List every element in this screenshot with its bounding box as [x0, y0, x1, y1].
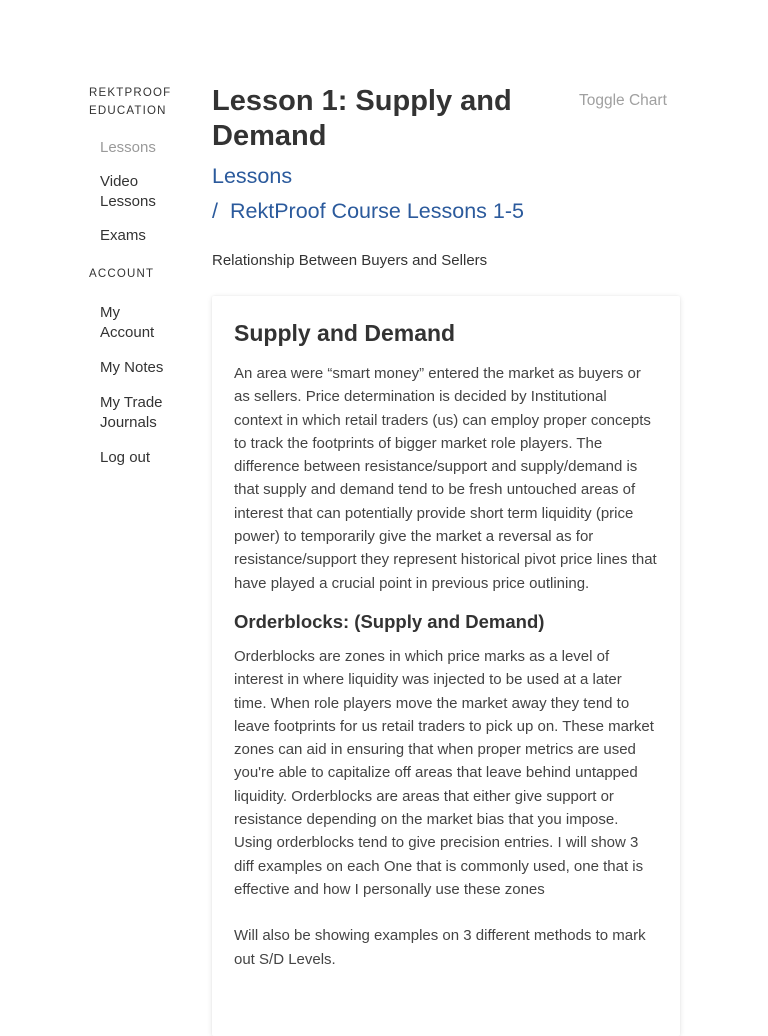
- breadcrumb-current-row: [212, 197, 524, 225]
- breadcrumb: [212, 162, 292, 190]
- section-heading-supply-demand: Supply and Demand: [234, 320, 456, 346]
- sidebar-heading-account: ACCOUNT: [89, 268, 155, 280]
- toggle-chart-button[interactable]: Toggle Chart: [579, 92, 667, 109]
- breadcrumb-course-link[interactable]: RektProof Course Lessons 1-5: [229, 199, 524, 223]
- main-content: [212, 84, 682, 968]
- breadcrumb-lessons-link[interactable]: Lessons: [212, 164, 293, 188]
- page-title: Lesson 1: Supply and Demand: [212, 85, 512, 152]
- paragraph-orderblocks: Orderblocks are zones in which price marks as a level of interest in where liquidity was injected to be used at a later time. When role players move the market away they tend to leave footprints for us retail traders to pick up on. These market zones can aid in ensuring that when proper metrics are used you're able to capitalize off areas that leave behind untapped liquidity. Orderblocks are areas that either give support or resistance depending on the market bias that you impose. Using orderblocks tend to give precision entries. I will show 3 diff examples on each One that is commonly used, one that is effective and how I personally use these zones: [234, 647, 654, 898]
- paragraph-sd-methods: Will also be showing examples on 3 different methods to mark out S/D Levels.: [234, 927, 646, 968]
- sidebar-item-log-out[interactable]: Log out: [100, 449, 151, 466]
- section-heading-orderblocks: Orderblocks: (Supply and Demand): [234, 610, 545, 632]
- sidebar: [89, 84, 199, 468]
- sidebar-education-list: [89, 138, 199, 246]
- lesson-card: [212, 296, 680, 1036]
- lesson-subtitle: Relationship Between Buyers and Sellers: [212, 252, 488, 269]
- sidebar-item-my-trade-journals[interactable]: My Trade Journals: [100, 394, 163, 431]
- sidebar-account-list: [89, 303, 199, 468]
- sidebar-item-my-notes[interactable]: My Notes: [100, 359, 164, 376]
- paragraph-supply-demand: An area were “smart money” entered the market as buyers or as sellers. Price determination is decided by Institutional context in which retail traders (us) can employ proper concepts to track the footprints of bigger market role players. The difference between resistance/support and supply/demand is that supply and demand tend to be fresh untouched areas of interest that can potentially provide short term liquidity (price power) to temporarily give the market a reversal as for resistance/support they represent historical pivot price lines that have played a crucial point in previous price outlining.: [234, 365, 657, 592]
- sidebar-item-video-lessons[interactable]: Video Lessons: [100, 173, 156, 210]
- sidebar-heading-education: REKTPROOF EDUCATION: [89, 87, 172, 117]
- breadcrumb-separator: /: [212, 199, 218, 223]
- sidebar-item-my-account[interactable]: My Account: [100, 304, 155, 341]
- sidebar-item-lessons[interactable]: Lessons: [100, 139, 156, 156]
- sidebar-item-exams[interactable]: Exams: [100, 227, 146, 244]
